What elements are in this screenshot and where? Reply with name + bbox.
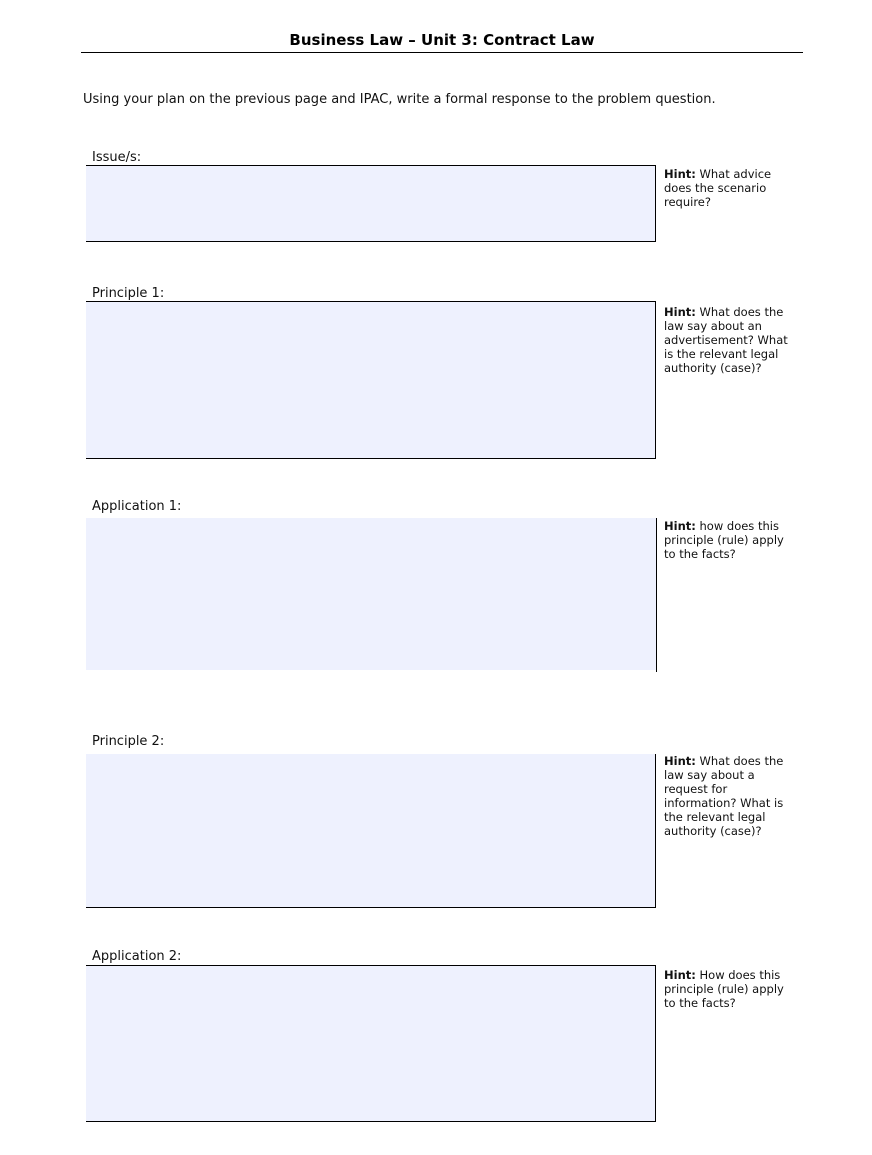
application-2-response-box[interactable] xyxy=(86,965,656,1122)
section-label-principle-1: Principle 1: xyxy=(92,286,165,301)
application-2-hint-text: How does this principle (rule) apply to the facts? xyxy=(664,968,784,1010)
page-header xyxy=(81,30,803,53)
application-1-hint xyxy=(664,519,789,561)
principle-2-hint-label: Hint: xyxy=(664,754,696,768)
issues-hint-label: Hint: xyxy=(664,167,696,181)
principle-1-response-box[interactable] xyxy=(86,301,656,459)
section-label-principle-2: Principle 2: xyxy=(92,734,165,749)
section-label-application-2: Application 2: xyxy=(92,949,182,964)
issues-response-box[interactable] xyxy=(86,165,656,242)
section-label-issues: Issue/s: xyxy=(92,150,142,165)
principle-1-hint-label: Hint: xyxy=(664,305,696,319)
section-label-application-1: Application 1: xyxy=(92,499,182,514)
issues-hint xyxy=(664,167,789,209)
application-2-hint xyxy=(664,968,789,1010)
application-1-divider xyxy=(656,518,657,672)
page-title: Business Law – Unit 3: Contract Law xyxy=(289,31,595,49)
instruction-text: Using your plan on the previous page and IPAC, write a formal response to the problem question. xyxy=(83,92,716,107)
application-1-response-box[interactable] xyxy=(86,518,656,670)
application-2-hint-label: Hint: xyxy=(664,968,696,982)
principle-2-response-box[interactable] xyxy=(86,754,656,908)
principle-1-hint-text: What does the law say about an advertisement? What is the relevant legal authority (case)? xyxy=(664,305,788,375)
issues-hint-text: What advice does the scenario require? xyxy=(664,167,772,209)
principle-2-hint-text: What does the law say about a request for information? What is the relevant legal authority (case)? xyxy=(664,754,784,838)
principle-2-hint xyxy=(664,754,789,838)
application-1-hint-text: how does this principle (rule) apply to the facts? xyxy=(664,519,784,561)
application-1-hint-label: Hint: xyxy=(664,519,696,533)
principle-1-hint xyxy=(664,305,789,375)
